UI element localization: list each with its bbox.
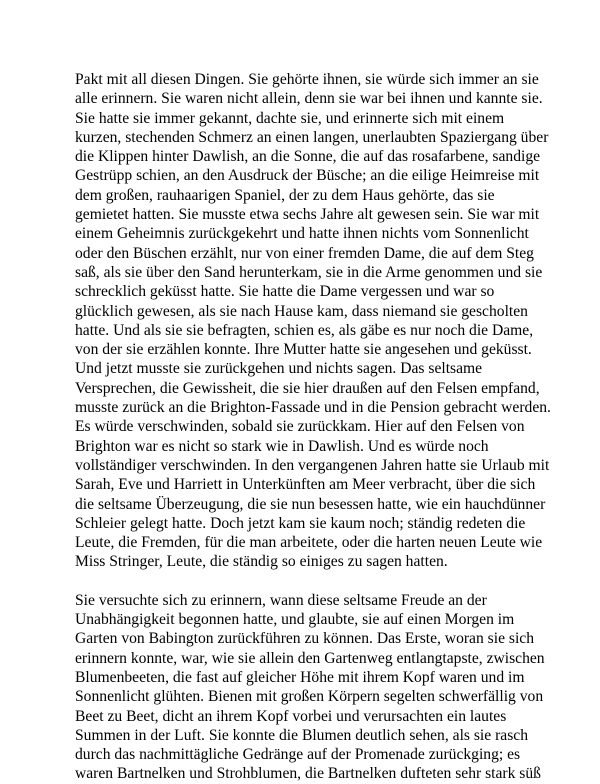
text-line: die Klippen hinter Dawlish, an die Sonne, die auf das rosafarbene, sandige — [75, 148, 541, 166]
text-line: schrecklich geküsst hatte. Sie hatte die Dame vergessen und war so — [75, 283, 495, 301]
text-line: alle erinnern. Sie waren nicht allein, denn sie war bei ihnen und kannte sie. — [75, 90, 543, 108]
text-line: dem großen, rauhaarigen Spaniel, der zu dem Haus gehörte, das sie — [75, 186, 495, 204]
text-line: Gestrüpp schien, an den Ausdruck der Büsche; an die eilige Heimreise mit — [75, 167, 540, 185]
text-line: saß, als sie über den Sand herunterkam, sie in die Arme genommen und sie — [75, 263, 543, 281]
text-line: musste zurück an die Brighton-Fassade und in die Pension gebracht werden. — [75, 399, 551, 417]
text-line: Beet zu Beet, dicht an ihrem Kopf vorbei und verursachten ein lautes — [75, 707, 507, 725]
text-line: Summen in der Luft. Sie konnte die Blumen deutlich sehen, als sie rasch — [75, 726, 528, 744]
text-line: Brighton war es nicht so stark wie in Dawlish. Und es würde noch — [75, 437, 489, 455]
text-line: Pakt mit all diesen Dingen. Sie gehörte ihnen, sie würde sich immer an sie — [75, 71, 539, 88]
text-line: gemietet hatten. Sie musste etwa sechs Jahre alt gewesen sein. Sie war mit — [75, 206, 540, 224]
text-line: hatte. Und als sie sie befragten, schien es, als gäbe es nur noch die Dame, — [75, 321, 534, 339]
text-line: Sonnenlicht glühten. Bienen mit großen Körpern segelten schwerfällig von — [75, 688, 544, 706]
text-line: Sie versuchte sich zu erinnern, wann diese seltsame Freude an der — [75, 591, 487, 609]
text-line: Es würde verschwinden, sobald sie zurückkam. Hier auf den Felsen von — [75, 418, 525, 436]
text-line: Miss Stringer, Leute, die ständig so einiges zu sagen hatten. — [75, 553, 448, 571]
text-line: Garten von Babington zurückführen zu können. Das Erste, woran sie sich — [75, 630, 535, 648]
text-line: einem Geheimnis zurückgekehrt und hatte ihnen nichts vom Sonnenlicht — [75, 225, 529, 243]
text-line: die seltsame Überzeugung, die sie nun besessen hatte, wie ein hauchdünner — [75, 495, 546, 513]
text-line: von der sie erzählen konnte. Ihre Mutter hatte sie angesehen und geküsst. — [75, 341, 532, 359]
text-line: Unabhängigkeit begonnen hatte, und glaubte, sie auf einen Morgen im — [75, 611, 515, 629]
paragraph-1 — [75, 70, 551, 572]
text-line: kurzen, stechenden Schmerz an einen langen, unerlaubten Spaziergang über — [75, 128, 549, 146]
text-line: waren Bartnelken und Strohblumen, die Bartnelken dufteten sehr stark süß — [75, 765, 541, 783]
text-line: oder den Büschen erzählt, nur von einer fremden Dame, die auf dem Steg — [75, 244, 534, 262]
paragraph-2 — [75, 591, 545, 784]
text-line: Versprechen, die Gewissheit, die sie hier draußen auf den Felsen empfand, — [75, 379, 540, 397]
text-line: Blumenbeeten, die fast auf gleicher Höhe mit ihrem Kopf waren und im — [75, 668, 525, 686]
text-line: Sarah, Eve und Harriett in Unterkünften am Meer verbracht, über die sich — [75, 476, 536, 494]
text-line: durch das nachmittägliche Gedränge auf der Promenade zurückging; es — [75, 746, 521, 764]
text-line: Sie hatte sie immer gekannt, dachte sie, und erinnerte sich mit einem — [75, 109, 505, 127]
text-line: Schleier gelegt hatte. Doch jetzt kam sie kaum noch; ständig redeten die — [75, 514, 526, 532]
text-line: Und jetzt musste sie zurückgehen und nichts sagen. Das seltsame — [75, 360, 483, 378]
text-line: erinnern konnte, war, wie sie allein den Gartenweg entlangtapste, zwischen — [75, 649, 545, 667]
text-line: glücklich gewesen, als sie nach Hause kam, dass niemand sie gescholten — [75, 302, 528, 320]
text-line: vollständiger verschwinden. In den vergangenen Jahren hatte sie Urlaub mit — [75, 456, 550, 474]
text-line: Leute, die Fremden, für die man arbeitete, oder die harten neuen Leute wie — [75, 534, 543, 552]
